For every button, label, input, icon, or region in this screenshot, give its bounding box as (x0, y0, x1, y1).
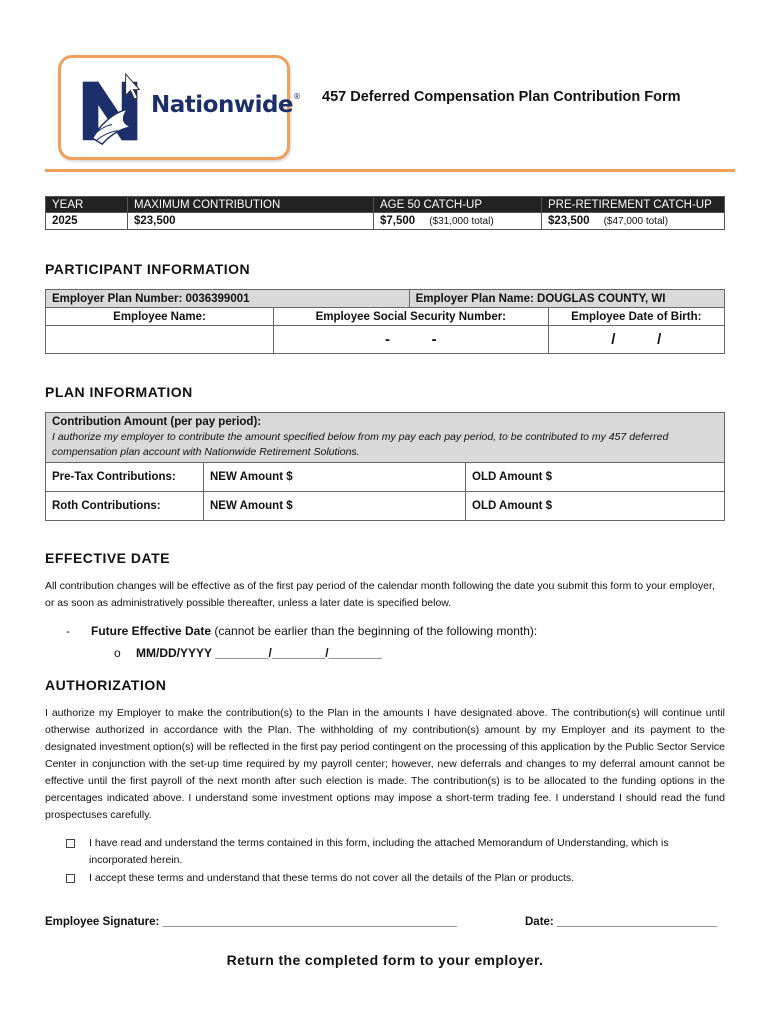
employee-name-label: Employee Name: (46, 308, 274, 326)
header-divider (45, 169, 735, 172)
pretax-label: Pre-Tax Contributions: (46, 463, 204, 492)
roth-new-amount-field[interactable]: NEW Amount $ (204, 492, 466, 521)
preretirement-header: PRE-RETIREMENT CATCH-UP (542, 197, 725, 213)
dob-label: Employee Date of Birth: (548, 308, 724, 326)
dash-bullet: - (66, 624, 70, 638)
plan-heading: PLAN INFORMATION (45, 384, 193, 400)
future-effective-date: Future Effective Date (cannot be earlier than the beginning of the following month): (91, 624, 538, 638)
roth-label: Roth Contributions: (46, 492, 204, 521)
dob-field[interactable]: / / (548, 326, 724, 354)
terms-check-2-label: I accept these terms and understand that these terms do not cover all the details of the Plan or products. (89, 872, 575, 884)
year-value: 2025 (46, 213, 128, 230)
terms-check-2 (66, 870, 726, 887)
pretax-old-amount-field[interactable]: OLD Amount $ (466, 463, 725, 492)
authorization-heading: AUTHORIZATION (45, 677, 167, 693)
age50-value: $7,500 ($31,000 total) (374, 213, 542, 230)
nationwide-eagle-n-icon (73, 70, 151, 152)
employee-signature-field[interactable]: Employee Signature: ______________________________________________ (45, 916, 457, 928)
signature-date-field[interactable]: Date: _________________________ (525, 916, 717, 928)
participant-heading: PARTICIPANT INFORMATION (45, 261, 251, 277)
year-header: YEAR (46, 197, 128, 213)
plan-name: Employer Plan Name: DOUGLAS COUNTY, WI (409, 290, 724, 308)
o-bullet: o (114, 646, 121, 660)
terms-check-1-label: I have read and understand the terms contained in this form, including the attached Memorandum of Understanding, which is incorporated herein. (89, 837, 669, 866)
preretirement-value: $23,500 ($47,000 total) (542, 213, 725, 230)
employee-name-field[interactable] (46, 326, 274, 354)
future-date-field[interactable]: MM/DD/YYYY ________/________/________ (136, 646, 382, 660)
checkbox-2[interactable] (66, 874, 75, 883)
ssn-label: Employee Social Security Number: (274, 308, 549, 326)
contribution-amount-cell (46, 413, 725, 463)
checkbox-1[interactable] (66, 839, 75, 848)
terms-check-1 (66, 835, 726, 869)
ssn-field[interactable]: - - (274, 326, 549, 354)
pretax-new-amount-field[interactable]: NEW Amount $ (204, 463, 466, 492)
effective-date-heading: EFFECTIVE DATE (45, 550, 170, 566)
return-instruction: Return the completed form to your employer. (226, 952, 544, 968)
participant-table (45, 289, 725, 354)
logo-wordmark: Nationwide® (151, 92, 301, 118)
contribution-description: I authorize my employer to contribute the amount specified below from my pay each pay period, to be contributed to my 457 deferred compensation plan account with Nationwide Retirement Solutions. (52, 431, 669, 458)
age50-header: AGE 50 CATCH-UP (374, 197, 542, 213)
plan-number: Employer Plan Number: 0036399001 (46, 290, 410, 308)
plan-table (45, 412, 725, 521)
max-contribution-header: MAXIMUM CONTRIBUTION (128, 197, 374, 213)
nationwide-logo (58, 55, 301, 160)
authorization-text: I authorize my Employer to make the contribution(s) to the Plan in the amounts I have designated above. The contribution(s) will continue until otherwise authorized in accordance with the Plan. The withholding of my contribution(s) amount by my Employer and its payment to the designated investment option(s) will be reflected in the first pay period contingent on the processing of this application by the Public Sector Service Center in conjunction with the set-up time required by my payroll center; however, new deferrals and changes to my deferral amount cannot be effective until the first payroll of the next month after such election is made. The contribution(s) is to be allocated to the funding options in the percentages indicated above. I understand some investment options may impose a short-term trading fee. I understand I should read the fund prospectuses carefully. (45, 707, 725, 821)
contribution-amount-label: Contribution Amount (per pay period): (52, 416, 262, 428)
max-contribution-value: $23,500 (128, 213, 374, 230)
roth-old-amount-field[interactable]: OLD Amount $ (466, 492, 725, 521)
contribution-limits-table (45, 196, 725, 230)
effective-date-text: All contribution changes will be effective as of the first pay period of the calendar month following the date you submit this form to your employer, or as soon as administratively possible thereafter, unless a later date is specified below. (45, 580, 715, 609)
form-title: 457 Deferred Compensation Plan Contribution Form (322, 89, 681, 105)
